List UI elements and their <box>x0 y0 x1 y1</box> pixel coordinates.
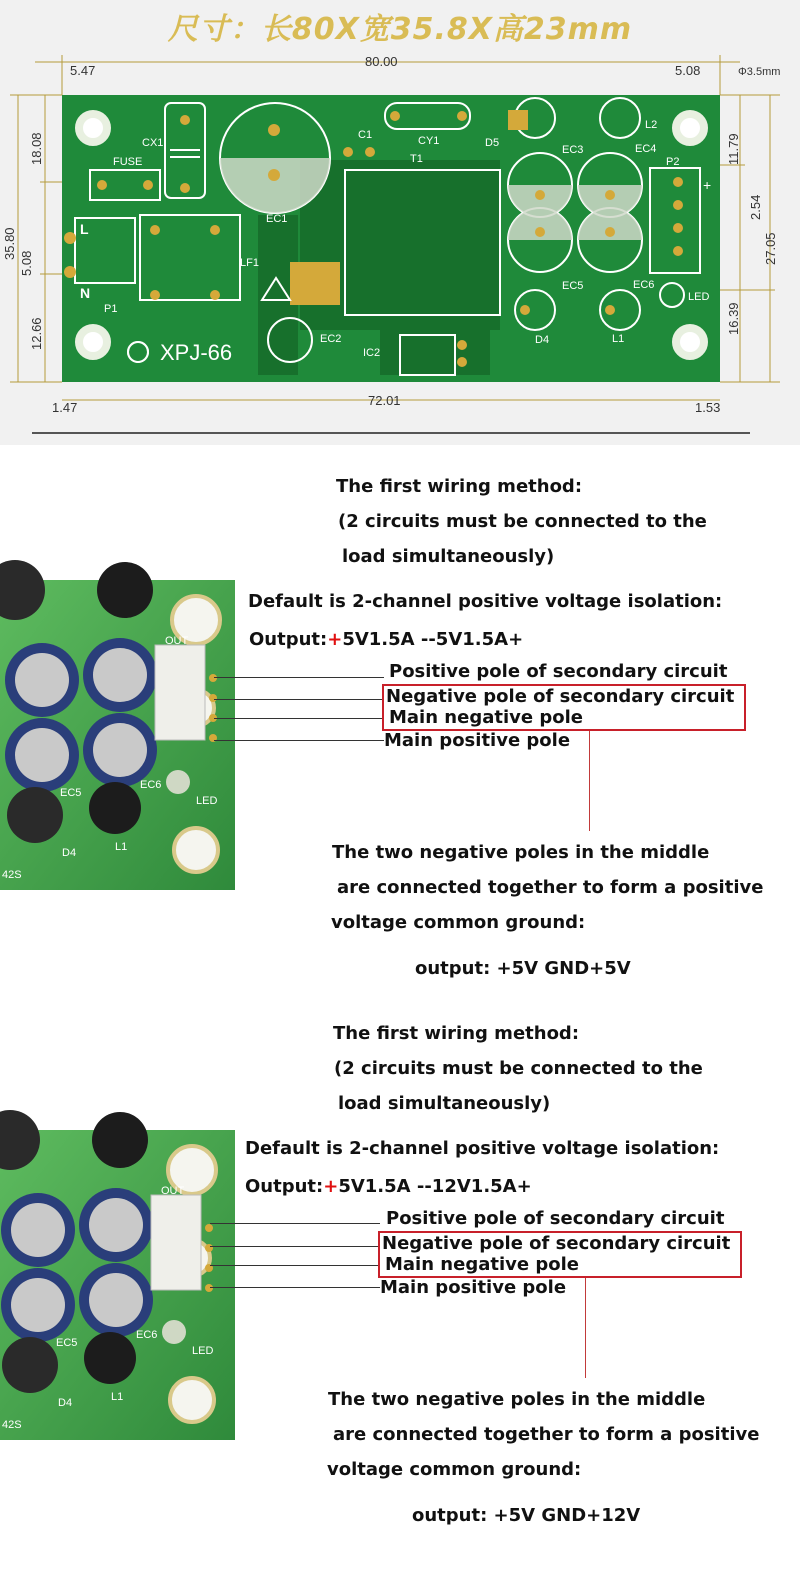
label-plus: + <box>703 177 712 193</box>
dim-total-width: 80.00 <box>365 54 398 69</box>
label-d4: D4 <box>535 334 550 346</box>
photo2-out-label: OUT <box>161 1185 185 1197</box>
s1-sub1: (2 circuits must be connected to the <box>338 511 707 532</box>
photo1-ec6-label: EC6 <box>140 779 162 791</box>
s1-pin-line-1 <box>214 677 384 678</box>
s2-output: Output:+5V1.5A --12V1.5A+ <box>245 1176 532 1197</box>
photo1-d4-label: D4 <box>62 847 77 859</box>
photo1-l1-label: L1 <box>115 841 128 853</box>
s2-pin-line-4 <box>210 1287 380 1288</box>
label-t1: T1 <box>410 153 423 165</box>
photo2-d4-label: D4 <box>58 1397 73 1409</box>
label-ec6: EC6 <box>633 279 655 291</box>
label-led: LED <box>688 291 710 303</box>
s1-pin-line-2 <box>214 699 384 700</box>
s1-pin-1: Positive pole of secondary circuit <box>389 661 728 682</box>
photo2-ec6-label: EC6 <box>136 1329 158 1341</box>
dim-right-a: 11.79 <box>726 133 741 165</box>
s1-result: output: +5V GND+5V <box>415 958 631 979</box>
s2-callout-line <box>585 1278 586 1378</box>
s2-pin-line-3 <box>210 1265 380 1266</box>
s2-pin-line-2 <box>210 1246 380 1247</box>
s2-heading: The first wiring method: <box>333 1023 580 1044</box>
s1-pin-2: Negative pole of secondary circuit <box>386 686 735 707</box>
s2-note1: The two negative poles in the middle <box>328 1389 706 1410</box>
photo1-ec5-label: EC5 <box>60 787 82 799</box>
photo2-ec5-label: EC5 <box>56 1337 78 1349</box>
label-ec5: EC5 <box>562 280 584 292</box>
label-l1: L1 <box>612 333 625 345</box>
board-name: XPJ-66 <box>160 340 233 365</box>
dim-right-d: 16.39 <box>726 302 741 335</box>
s1-highlight-box <box>382 684 746 731</box>
dim-left-a: 18.08 <box>29 132 44 165</box>
photo2-code-label: 42S <box>2 1419 22 1431</box>
dim-bottom-right: 1.53 <box>695 400 721 415</box>
section-divider <box>32 432 750 434</box>
pcb-drawing <box>0 0 800 440</box>
s1-default: Default is 2-channel positive voltage isolation: <box>248 591 723 612</box>
label-ec1: EC1 <box>266 213 288 225</box>
board-photo-1 <box>0 560 235 890</box>
dim-right-c: 27.05 <box>763 232 778 265</box>
s1-output: Output:+5V1.5A --5V1.5A+ <box>249 629 524 650</box>
s2-sub1: (2 circuits must be connected to the <box>334 1058 703 1079</box>
dim-left-edge: 5.47 <box>70 63 96 78</box>
label-ec2: EC2 <box>320 333 342 345</box>
s1-sub2: load simultaneously) <box>342 546 555 567</box>
label-n-pin: N <box>80 285 91 301</box>
label-ec3: EC3 <box>562 144 584 156</box>
s1-pin-4: Main positive pole <box>384 730 571 751</box>
s1-pin-line-4 <box>214 740 384 741</box>
s2-default: Default is 2-channel positive voltage isolation: <box>245 1138 720 1159</box>
s2-pin-1: Positive pole of secondary circuit <box>386 1208 725 1229</box>
label-cx1: CX1 <box>142 137 164 149</box>
label-l-pin: L <box>80 221 89 237</box>
s1-pin-3: Main negative pole <box>389 707 583 728</box>
photo2-led-label: LED <box>192 1345 214 1357</box>
board-photo-2 <box>0 1110 235 1440</box>
s1-note3: voltage common ground: <box>331 912 586 933</box>
page-title: 尺寸：长80X宽35.8X高23mm <box>167 12 633 47</box>
dim-right-edge: 5.08 <box>675 63 701 78</box>
s2-note3: voltage common ground: <box>327 1459 582 1480</box>
s2-pin-2: Negative pole of secondary circuit <box>382 1233 731 1254</box>
photo1-out-label: OUT <box>165 635 189 647</box>
label-c1: C1 <box>358 129 373 141</box>
s1-pin-line-3 <box>214 718 384 719</box>
dim-left-total: 35.80 <box>2 227 17 260</box>
label-ic2: IC2 <box>363 347 381 359</box>
label-d5: D5 <box>485 137 500 149</box>
s2-note2: are connected together to form a positive <box>333 1424 760 1445</box>
s2-sub2: load simultaneously) <box>338 1093 551 1114</box>
dim-left-c: 12.66 <box>29 317 44 350</box>
dim-bottom-left: 1.47 <box>52 400 78 415</box>
s2-pin-line-1 <box>210 1223 380 1224</box>
s2-pin-3: Main negative pole <box>385 1254 579 1275</box>
label-ec4: EC4 <box>635 143 657 155</box>
dim-left-b: 5.08 <box>19 250 34 276</box>
s1-heading: The first wiring method: <box>336 476 583 497</box>
s2-pin-4: Main positive pole <box>380 1277 567 1298</box>
label-lf1: LF1 <box>240 257 259 269</box>
dim-hole-dia: Φ3.5mm <box>738 66 781 78</box>
s1-note2: are connected together to form a positive <box>337 877 764 898</box>
label-p2: P2 <box>666 156 680 168</box>
dim-right-b: 2.54 <box>748 194 763 220</box>
photo1-code-label: 42S <box>2 869 22 881</box>
photo1-led-label: LED <box>196 795 218 807</box>
s2-highlight-box <box>378 1231 742 1278</box>
label-cy1: CY1 <box>418 135 440 147</box>
dim-bottom-span: 72.01 <box>368 393 401 408</box>
label-l2: L2 <box>645 119 658 131</box>
s2-result: output: +5V GND+12V <box>412 1505 641 1526</box>
photo2-l1-label: L1 <box>111 1391 124 1403</box>
s1-note1: The two negative poles in the middle <box>332 842 710 863</box>
s1-callout-line <box>589 731 590 831</box>
label-p1: P1 <box>104 303 118 315</box>
label-fuse: FUSE <box>113 156 143 168</box>
